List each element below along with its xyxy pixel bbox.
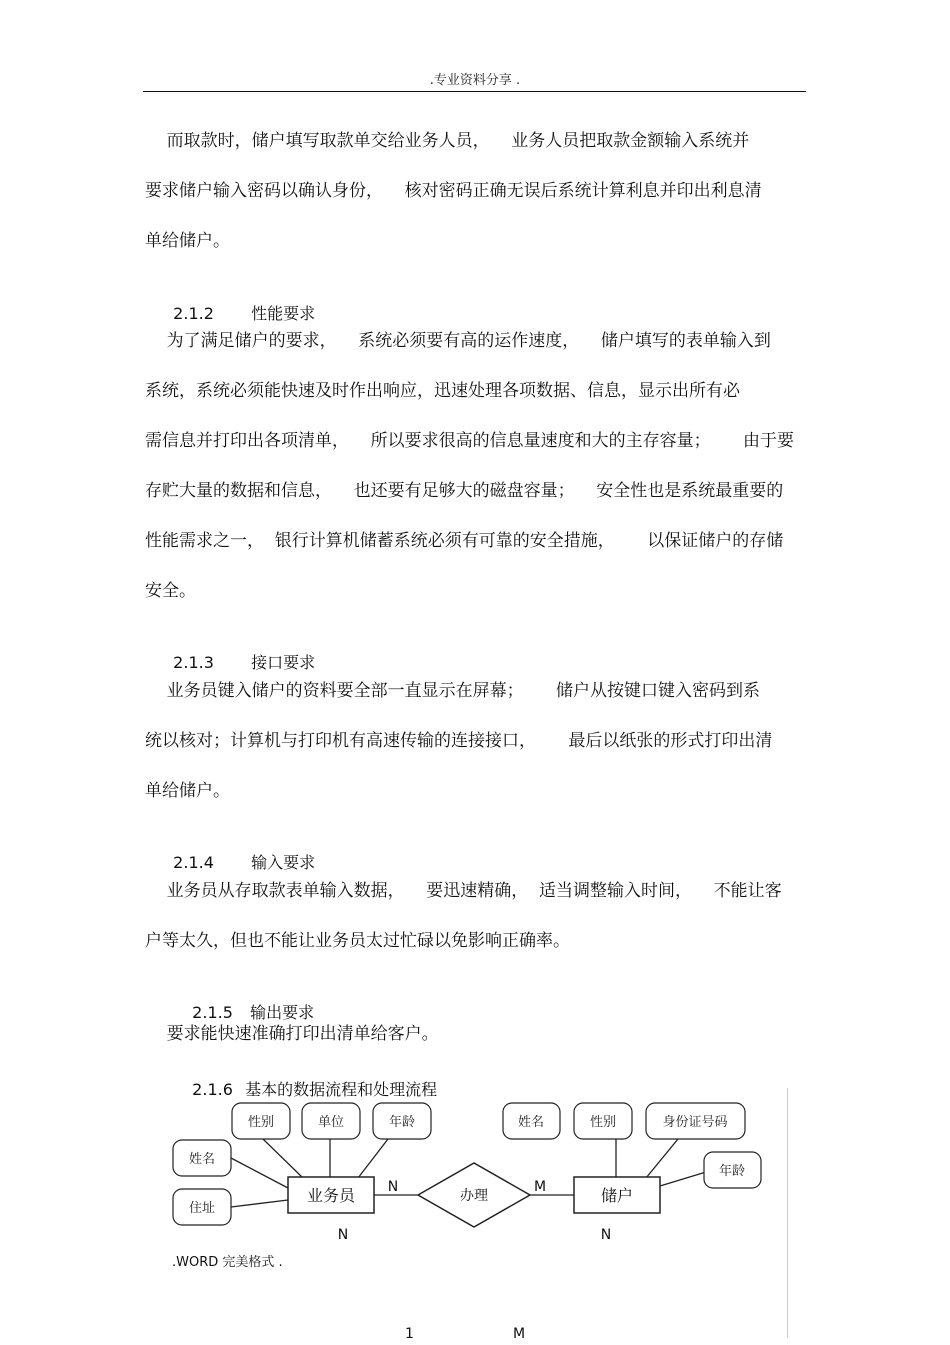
- paragraph-line: 系统，系统必须能快速及时作出响应，迅速处理各项数据、信息，显示出所有必: [145, 381, 740, 401]
- footer-text: .WORD 完美格式 .: [172, 1255, 283, 1270]
- attr-label: 身份证号码: [662, 1115, 728, 1130]
- cardinality-label: N: [337, 1227, 349, 1243]
- paragraph-line: 业务员键入储户的资料要全部一直显示在屏幕； 储户从按键口键入密码到系: [145, 681, 761, 701]
- paragraph-line: 统以核对；计算机与打印机有高速传输的连接接口， 最后以纸张的形式打印出清: [145, 731, 773, 751]
- section-number: 2.1.3: [173, 653, 214, 672]
- cardinality-label: N: [600, 1227, 612, 1243]
- paragraph-line: 业务员从存取款表单输入数据， 要迅速精确， 适当调整输入时间， 不能让客: [145, 881, 782, 901]
- cardinality-label: M: [533, 1179, 547, 1195]
- section-title: 接口要求: [251, 653, 316, 672]
- attr-label: 姓名: [517, 1115, 545, 1130]
- attr-label: 年龄: [388, 1115, 416, 1130]
- section-number: 2.1.2: [173, 304, 214, 323]
- attr-label: 年龄: [718, 1164, 746, 1179]
- connector-line: [660, 1172, 706, 1186]
- section-number: 2.1.5: [192, 1003, 233, 1022]
- entity-label-clerk: 业务员: [306, 1186, 356, 1205]
- paragraph-line: 存贮大量的数据和信息， 也还要有足够大的磁盘容量； 安全性也是系统最重要的: [145, 481, 784, 501]
- section-number: 2.1.6: [192, 1080, 233, 1099]
- paragraph-line: 为了满足储户的要求， 系统必须要有高的运作速度， 储户填写的表单输入到: [145, 331, 771, 351]
- section-number: 2.1.4: [173, 853, 214, 872]
- connector-line: [231, 1200, 288, 1207]
- paragraph-line: 安全。: [145, 581, 196, 601]
- paragraph-line: 户等太久，但也不能让业务员太过忙碌以免影响正确率。: [145, 931, 570, 951]
- entity-label-depositor: 储户: [600, 1186, 634, 1205]
- cardinality-label: N: [387, 1179, 399, 1195]
- attr-label: 住址: [188, 1201, 216, 1216]
- connector-line: [263, 1139, 303, 1178]
- paragraph-line: 性能需求之一， 银行计算机储蓄系统必须有可靠的安全措施， 以保证储户的存储: [145, 531, 784, 551]
- connector-line: [231, 1158, 288, 1188]
- connector-line: [358, 1139, 388, 1178]
- relationship-label: 办理: [460, 1188, 488, 1204]
- paragraph-line: 需信息并打印出各项清单， 所以要求很高的信息量速度和大的主存容量； 由于要: [145, 431, 795, 451]
- page-number: 1: [405, 1326, 414, 1342]
- attr-label: 性别: [247, 1115, 275, 1130]
- attr-label: 单位: [317, 1115, 345, 1130]
- section-title: 输入要求: [251, 853, 316, 872]
- paragraph-line: 而取款时，储户填写取款单交给业务人员， 业务人员把取款金额输入系统并: [145, 131, 750, 151]
- section-title: 基本的数据流程和处理流程: [245, 1080, 438, 1099]
- paragraph-line: 要求储户输入密码以确认身份， 核对密码正确无误后系统计算利息并印出利息清: [145, 181, 762, 201]
- attr-label: 性别: [589, 1115, 617, 1130]
- attr-label: 姓名: [188, 1152, 216, 1167]
- section-title: 输出要求: [250, 1003, 315, 1022]
- paragraph-line: 要求能快速准确打印出清单给客户。: [145, 1024, 439, 1044]
- paragraph-line: 单给储户。: [145, 781, 230, 801]
- page-header: .专业资料分享 .: [429, 73, 521, 88]
- connector-line: [646, 1139, 678, 1178]
- section-title: 性能要求: [251, 304, 316, 323]
- paragraph-line: 单给储户。: [145, 231, 230, 251]
- page-marker: M: [513, 1326, 526, 1342]
